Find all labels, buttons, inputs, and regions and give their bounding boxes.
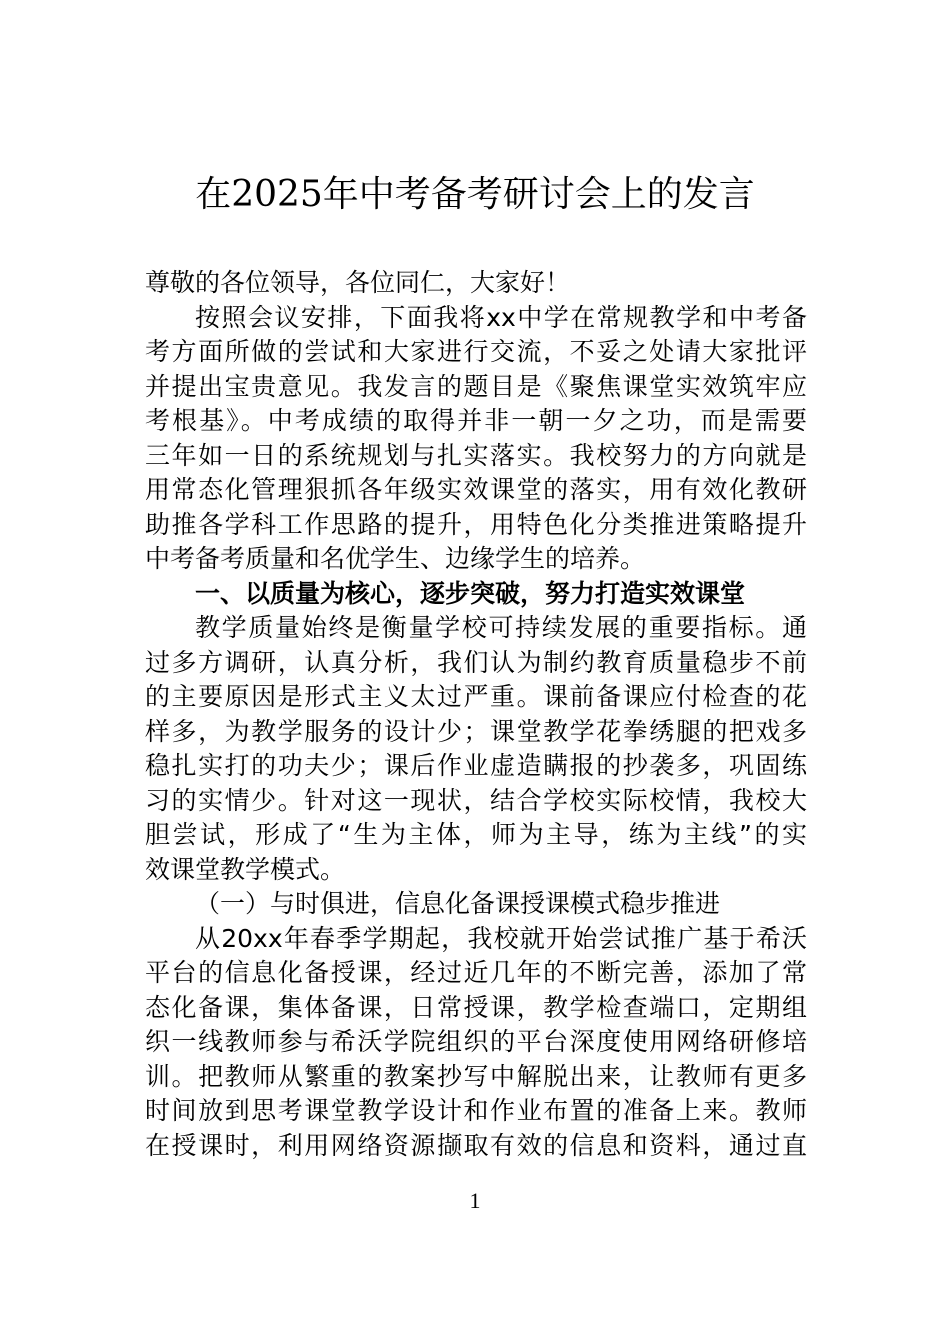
text-line: 考方面所做的尝试和大家进行交流，不妥之处请大家批评 [145, 337, 807, 366]
text-line: 织一线教师参与希沃学院组织的平台深度使用网络研修培 [145, 1027, 807, 1056]
paragraph [145, 301, 807, 577]
text-line: 三年如一日的系统规划与扎实落实。我校努力的方向就是 [145, 440, 807, 470]
text-line: 考根基》。中考成绩的取得并非一朝一夕之功，而是需要 [145, 406, 807, 435]
document-body [145, 266, 807, 1163]
text-line: 胆尝试，形成了“生为主体，师为主导，练为主线”的实 [145, 820, 807, 849]
text-line: 按照会议安排，下面我将xx中学在常规教学和中考备 [195, 302, 807, 332]
text-line: 时间放到思考课堂教学设计和作业布置的准备上来。教师 [145, 1096, 807, 1125]
text-line: 过多方调研，认真分析，我们认为制约教育质量稳步不前 [145, 647, 807, 677]
text-line: 态化备课，集体备课，日常授课，教学检查端口，定期组 [145, 992, 807, 1022]
section-heading [145, 577, 807, 612]
paragraph [145, 611, 807, 887]
text-line: 用常态化管理狠抓各年级实效课堂的落实，用有效化教研 [145, 475, 807, 504]
text-line: 并提出宝贵意见。我发言的题目是《聚焦课堂实效筑牢应 [145, 371, 807, 401]
text-line: 在授课时，利用网络资源撷取有效的信息和资料，通过直 [145, 1130, 807, 1160]
text-line: 尊敬的各位领导，各位同仁，大家好！ [145, 268, 571, 297]
paragraph [145, 887, 807, 922]
text-line: 样多，为教学服务的设计少；课堂教学花拳绣腿的把戏多 [145, 716, 807, 746]
paragraph [145, 922, 807, 1164]
text-line: 从20xx年春季学期起，我校就开始尝试推广基于希沃 [195, 923, 807, 953]
text-line: 的主要原因是形式主义太过严重。课前备课应付检查的花 [145, 682, 807, 711]
text-line: 中考备考质量和名优学生、边缘学生的培养。 [145, 544, 646, 573]
text-line: 稳扎实打的功夫少；课后作业虚造瞒报的抄袭多，巩固练 [145, 751, 807, 780]
text-line: 助推各学科工作思路的提升，用特色化分类推进策略提升 [145, 509, 807, 539]
document-title: 在2025年中考备考研讨会上的发言 [195, 174, 755, 215]
text-line: 平台的信息化备授课，经过近几年的不断完善，添加了常 [145, 958, 807, 987]
text-line: 一、以质量为核心，逐步突破，努力打造实效课堂 [195, 578, 746, 608]
text-line: （一）与时俱进，信息化备课授课模式稳步推进 [195, 889, 721, 918]
text-line: 教学质量始终是衡量学校可持续发展的重要指标。通 [195, 613, 807, 642]
paragraph [145, 266, 807, 301]
text-line: 效课堂教学模式。 [145, 854, 346, 884]
page-number: 1 [469, 1188, 481, 1213]
text-line: 习的实情少。针对这一现状，结合学校实际校情，我校大 [145, 785, 807, 815]
text-line: 训。把教师从繁重的教案抄写中解脱出来，让教师有更多 [145, 1061, 807, 1091]
